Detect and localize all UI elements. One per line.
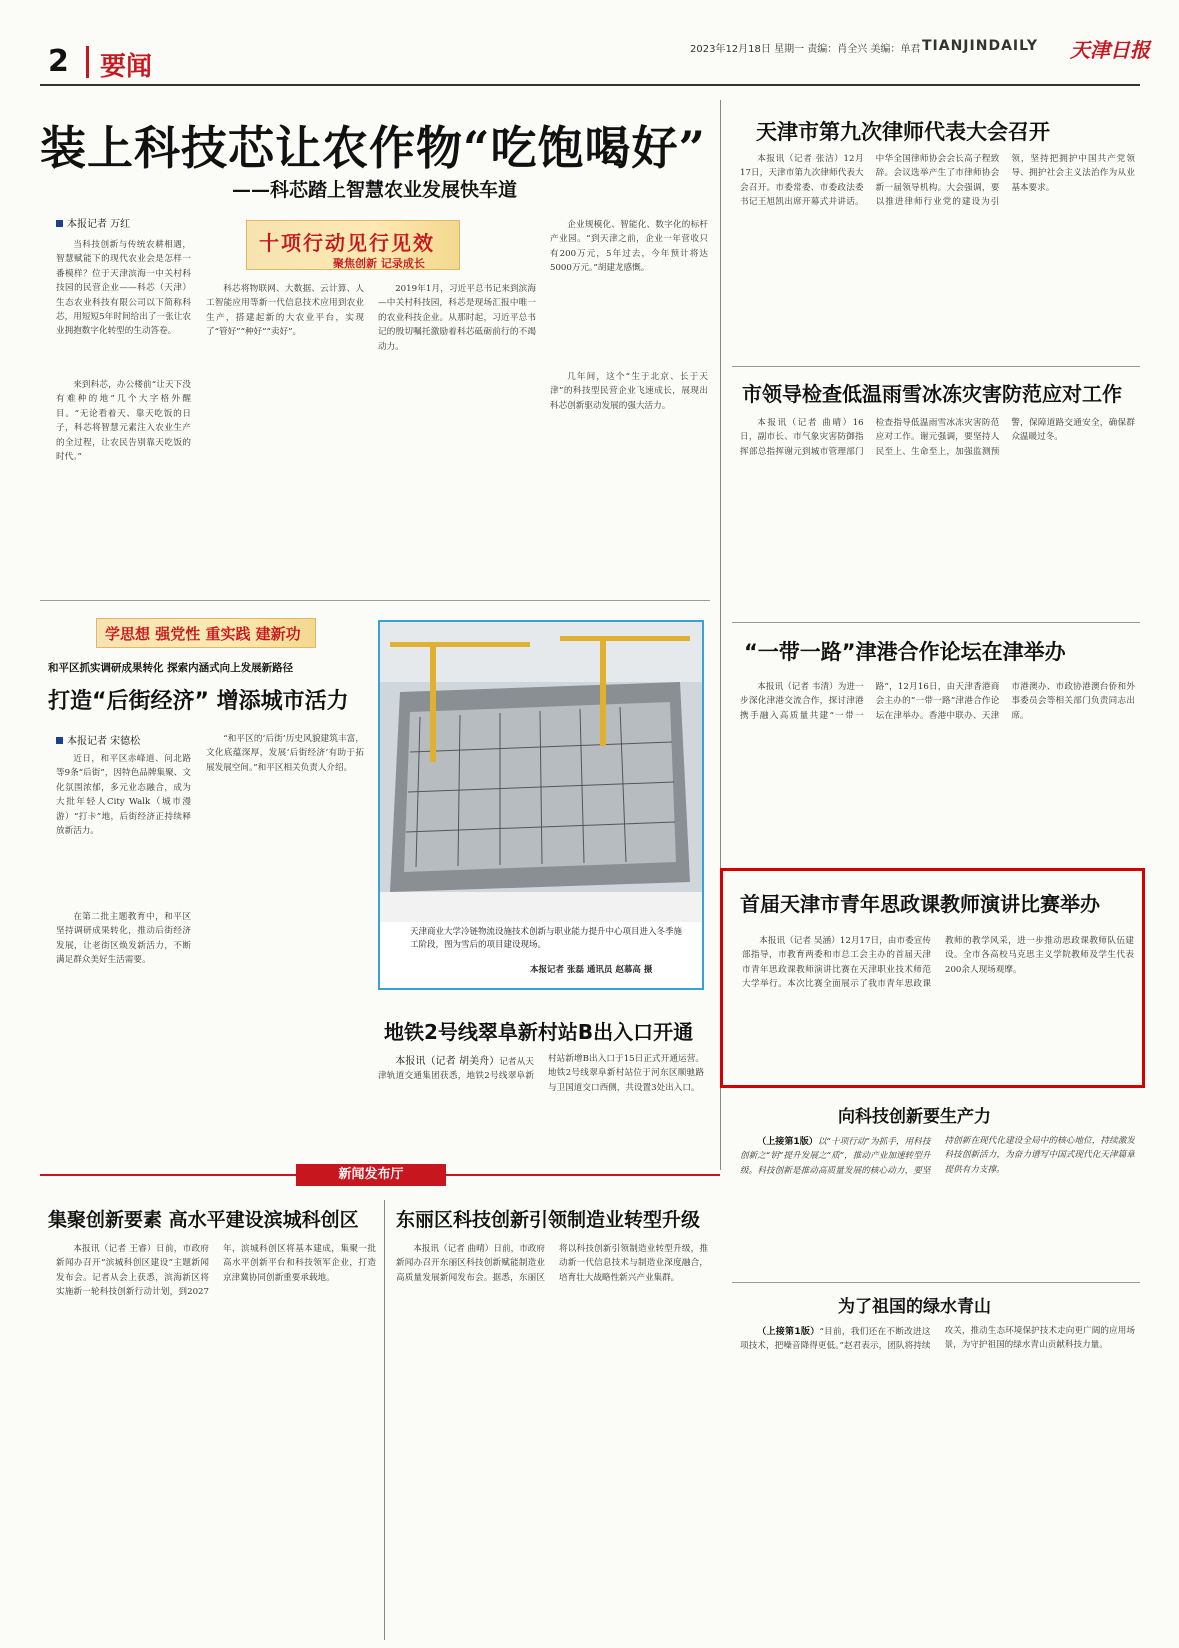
- contest-body: 本报讯（记者 吴涵）12月17日，由市委宣传部指导，市教育两委和市总工会主办的首届天津市青年思政课教师演讲比赛在天津职业技术师范大学举行。本次比赛全面展示了我市青年思政课教师的教学风采，进一步推动思政课教师队伍建设。全市各高校马克思主义学院教师及学生代表200余人现场观摩。: [742, 936, 1134, 990]
- commentary1-cont: （上接第1版）: [757, 1137, 818, 1147]
- lead-col-3: 2019年1月，习近平总书记来到滨海—中关村科技园，科芯是现场汇报中唯一的农业科技企业。从那时起，习近平总书记的殷切嘱托激励着科芯砥砺前行的不竭动力。: [378, 284, 536, 352]
- header-rule: [40, 84, 1140, 86]
- page-number: 2: [48, 44, 69, 79]
- photo-caption: 天津商业大学冷链物流设施技术创新与职业能力提升中心项目进入冬季施工阶段，图为雪后的项目建设现场。: [410, 927, 683, 950]
- byline-marker: [56, 737, 63, 744]
- sidebar1-headline: 打造“后街经济” 增添城市活力: [48, 689, 349, 714]
- sidebar1-col-1b: 在第二批主题教育中，和平区坚持调研成果转化，推动后街经济发展，让老街区焕发新活力，不断满足群众美好生活需要。: [56, 912, 191, 966]
- section-divider: [86, 46, 89, 78]
- release-divider: [384, 1200, 385, 1640]
- release-label: 新闻发布厅: [296, 1164, 446, 1186]
- sidebar1-col-1: 近日，和平区赤峰道、问北路等9条“后街”，因特色品牌集聚、文化氛围浓郁，多元业态融合，成为大批年轻人City Walk（城市漫游）“打卡”地，后街经济正持续释放新活力。: [56, 754, 191, 837]
- commentary1-text: 以“十项行动”为抓手，用科技创新之“钥”提升发展之“质”，推动产业加速转型升级。科技创新是推动高质量发展的核心动力，要坚持创新在现代化建设全局中的核心地位，持续激发科技创新活力，为奋力谱写中国式现代化天津篇章提供有力支撑。: [740, 1136, 1135, 1176]
- sidebar1-col-2: “和平区的‘后街’历史风貌建筑丰富，文化底蕴深厚，发展‘后街经济’有助于拓展发展空间。”和平区相关负责人介绍。: [206, 734, 364, 773]
- rule-3: [732, 1282, 1140, 1283]
- sidebar1-kicker: 和平区抓实调研成果转化 探索内涵式向上发展新路径: [48, 662, 294, 674]
- lawyers-headline: 天津市第九次律师代表大会召开: [756, 120, 1050, 144]
- inspection-headline: 市领导检查低温雨雪冰冻灾害防范应对工作: [742, 382, 1122, 406]
- campaign-banner-2-title: 学思想 强党性 重实践 建新功: [105, 625, 301, 643]
- release-headline-2: 东丽区科技创新引领制造业转型升级: [396, 1209, 701, 1231]
- paper-logo: 天津日报: [1070, 38, 1150, 62]
- section-name: 要闻: [100, 52, 153, 82]
- lead-byline-text: 本报记者 万红: [67, 219, 131, 230]
- metro-body: [378, 1052, 704, 1152]
- commentary2-headline: 为了祖国的绿水青山: [838, 1297, 991, 1317]
- lead-col-2: 科芯将物联网、大数据、云计算、人工智能应用等新一代信息技术应用到农业生产，搭建起新的大农业平台，实现了“管好”“种好”“卖好”。: [206, 284, 364, 338]
- campaign-banner-sub: 聚焦创新 记录成长: [333, 257, 425, 270]
- beltroad-headline: “一带一路”津港合作论坛在津举办: [744, 640, 1066, 664]
- commentary1-body: [740, 1134, 1135, 1284]
- release-body-1: 本报讯（记者 王睿）日前，市政府新闻办召开“滨城科创区建设”主题新闻发布会。记者从会上获悉，滨海新区将实施新一轮科技创新行动计划，到2027年，滨城科创区将基本建成，集聚一批高水平创新平台和科技领军企业，打造京津冀协同创新重要承载地。: [56, 1244, 376, 1298]
- lead-subtitle: ——科芯踏上智慧农业发展快车道: [232, 179, 518, 201]
- lead-col-1: 当科技创新与传统农耕相遇，智慧赋能下的现代农业会是怎样一番模样？位于天津滨海一中关村科技园的民营企业——科芯（天津）生态农业科技有限公司以下简称科芯，用短短5年时间给出了一张让农业拥抱数字化转型的生动答卷。: [56, 240, 191, 337]
- sidebar1-byline-text: 本报记者 宋德松: [67, 736, 141, 747]
- commentary2-text: “目前，我们还在不断改进这项技术，把噪音降得更低。”赵君表示，团队将持续攻关，推动生态环境保护技术走向更广阔的应用场景，为守护祖国的绿水青山贡献科技力量。: [740, 1326, 1135, 1352]
- lead-col-4: 企业规模化、智能化、数字化的标杆产业园。“到天津之前，企业一年营收只有200万元，5年过去，今年预计将达5000万元。”胡建龙感慨。: [550, 220, 708, 274]
- metro-byline: 本报讯（记者 胡美舟）: [395, 1056, 500, 1067]
- paper-name-en: TIANJINDAILY: [922, 38, 1038, 54]
- release-headline-1: 集聚创新要素 高水平建设滨城科创区: [48, 1209, 359, 1231]
- lead-col-1b: 来到科芯，办公楼前“让天下没有难种的地”几个大字格外醒目。“无论看着天、靠天吃饭的日子，科芯将智慧元素注入农业生产的全过程，让农民告别靠天吃饭的时代。”: [56, 380, 191, 463]
- commentary2-cont: （上接第1版）: [757, 1327, 820, 1337]
- rule-1: [732, 366, 1140, 367]
- construction-photo: [380, 622, 702, 922]
- contest-headline: 首届天津市青年思政课教师演讲比赛举办: [740, 892, 1100, 916]
- beltroad-body: 本报讯（记者 韦清）为进一步深化津港交流合作，探讨津港携手融入高质量共建“一带一路”，12月16日，由天津香港商会主办的“一带一路”津港合作论坛在津举办。香港中联办、天津市港澳办、市政协港澳台侨和外事委员会等相关部门负责同志出席。: [740, 682, 1135, 721]
- commentary2-body: [740, 1324, 1135, 1634]
- campaign-banner-2: [96, 618, 316, 648]
- release-body-2: 本报讯（记者 曲晴）日前，市政府新闻办召开东丽区科技创新赋能制造业高质量发展新闻发布会。据悉，东丽区将以科技创新引领制造业转型升级，推动新一代信息技术与制造业深度融合，培育壮大战略性新兴产业集群。: [396, 1244, 708, 1283]
- date-line: 2023年12月18日 星期一 责编：肖全兴 美编：单君: [690, 44, 921, 55]
- news-photo-frame: [378, 620, 704, 990]
- campaign-banner: [246, 220, 460, 270]
- lead-col-4b: 几年间，这个“生于北京、长于天津”的科技型民营企业飞速成长，展现出科芯创新驱动发展的强大活力。: [550, 372, 708, 411]
- lead-headline: 装上科技芯让农作物“吃饱喝好”: [40, 121, 706, 175]
- commentary1-headline: 向科技创新要生产力: [838, 1107, 991, 1127]
- lead-bottom-rule: [40, 600, 710, 601]
- campaign-banner-title: 十项行动见行见效: [259, 231, 435, 255]
- sidebar1-byline: [56, 732, 140, 747]
- lawyers-body: 本报讯（记者 张洁）12月17日，天津市第九次律师代表大会召开。市委常委、市委政法委书记王旭凯出席开幕式并讲话。中华全国律师协会会长高子程致辞。会议选举产生了市律师协会新一届领导机构。大会强调，要以推进律师行业党的建设为引领，坚持把拥护中国共产党领导、拥护社会主义法治作为从业基本要求。: [740, 154, 1135, 208]
- metro-headline: 地铁2号线翠阜新村站B出入口开通: [384, 1020, 694, 1044]
- lead-byline: [56, 215, 130, 230]
- photo-credit: 本报记者 张磊 通讯员 赵慕高 摄: [530, 965, 653, 975]
- inspection-body: 本报讯（记者 曲晴）16日，副市长、市气象灾害防御指挥部总指挥谢元到城市管理部门检查指导低温雨雪冰冻灾害防范应对工作。谢元强调，要坚持人民至上、生命至上，加强监测预警，保障道路交通安全，确保群众温暖过冬。: [740, 418, 1135, 457]
- byline-marker: [56, 220, 63, 227]
- metro-body-text: 记者从天津轨道交通集团获悉，地铁2号线翠阜新村站新增B出入口于15日正式开通运营。地铁2号线翠阜新村站位于河东区顺驰路与卫国道交口西侧，共设置3处出入口。: [378, 1054, 704, 1093]
- rule-2: [732, 622, 1140, 623]
